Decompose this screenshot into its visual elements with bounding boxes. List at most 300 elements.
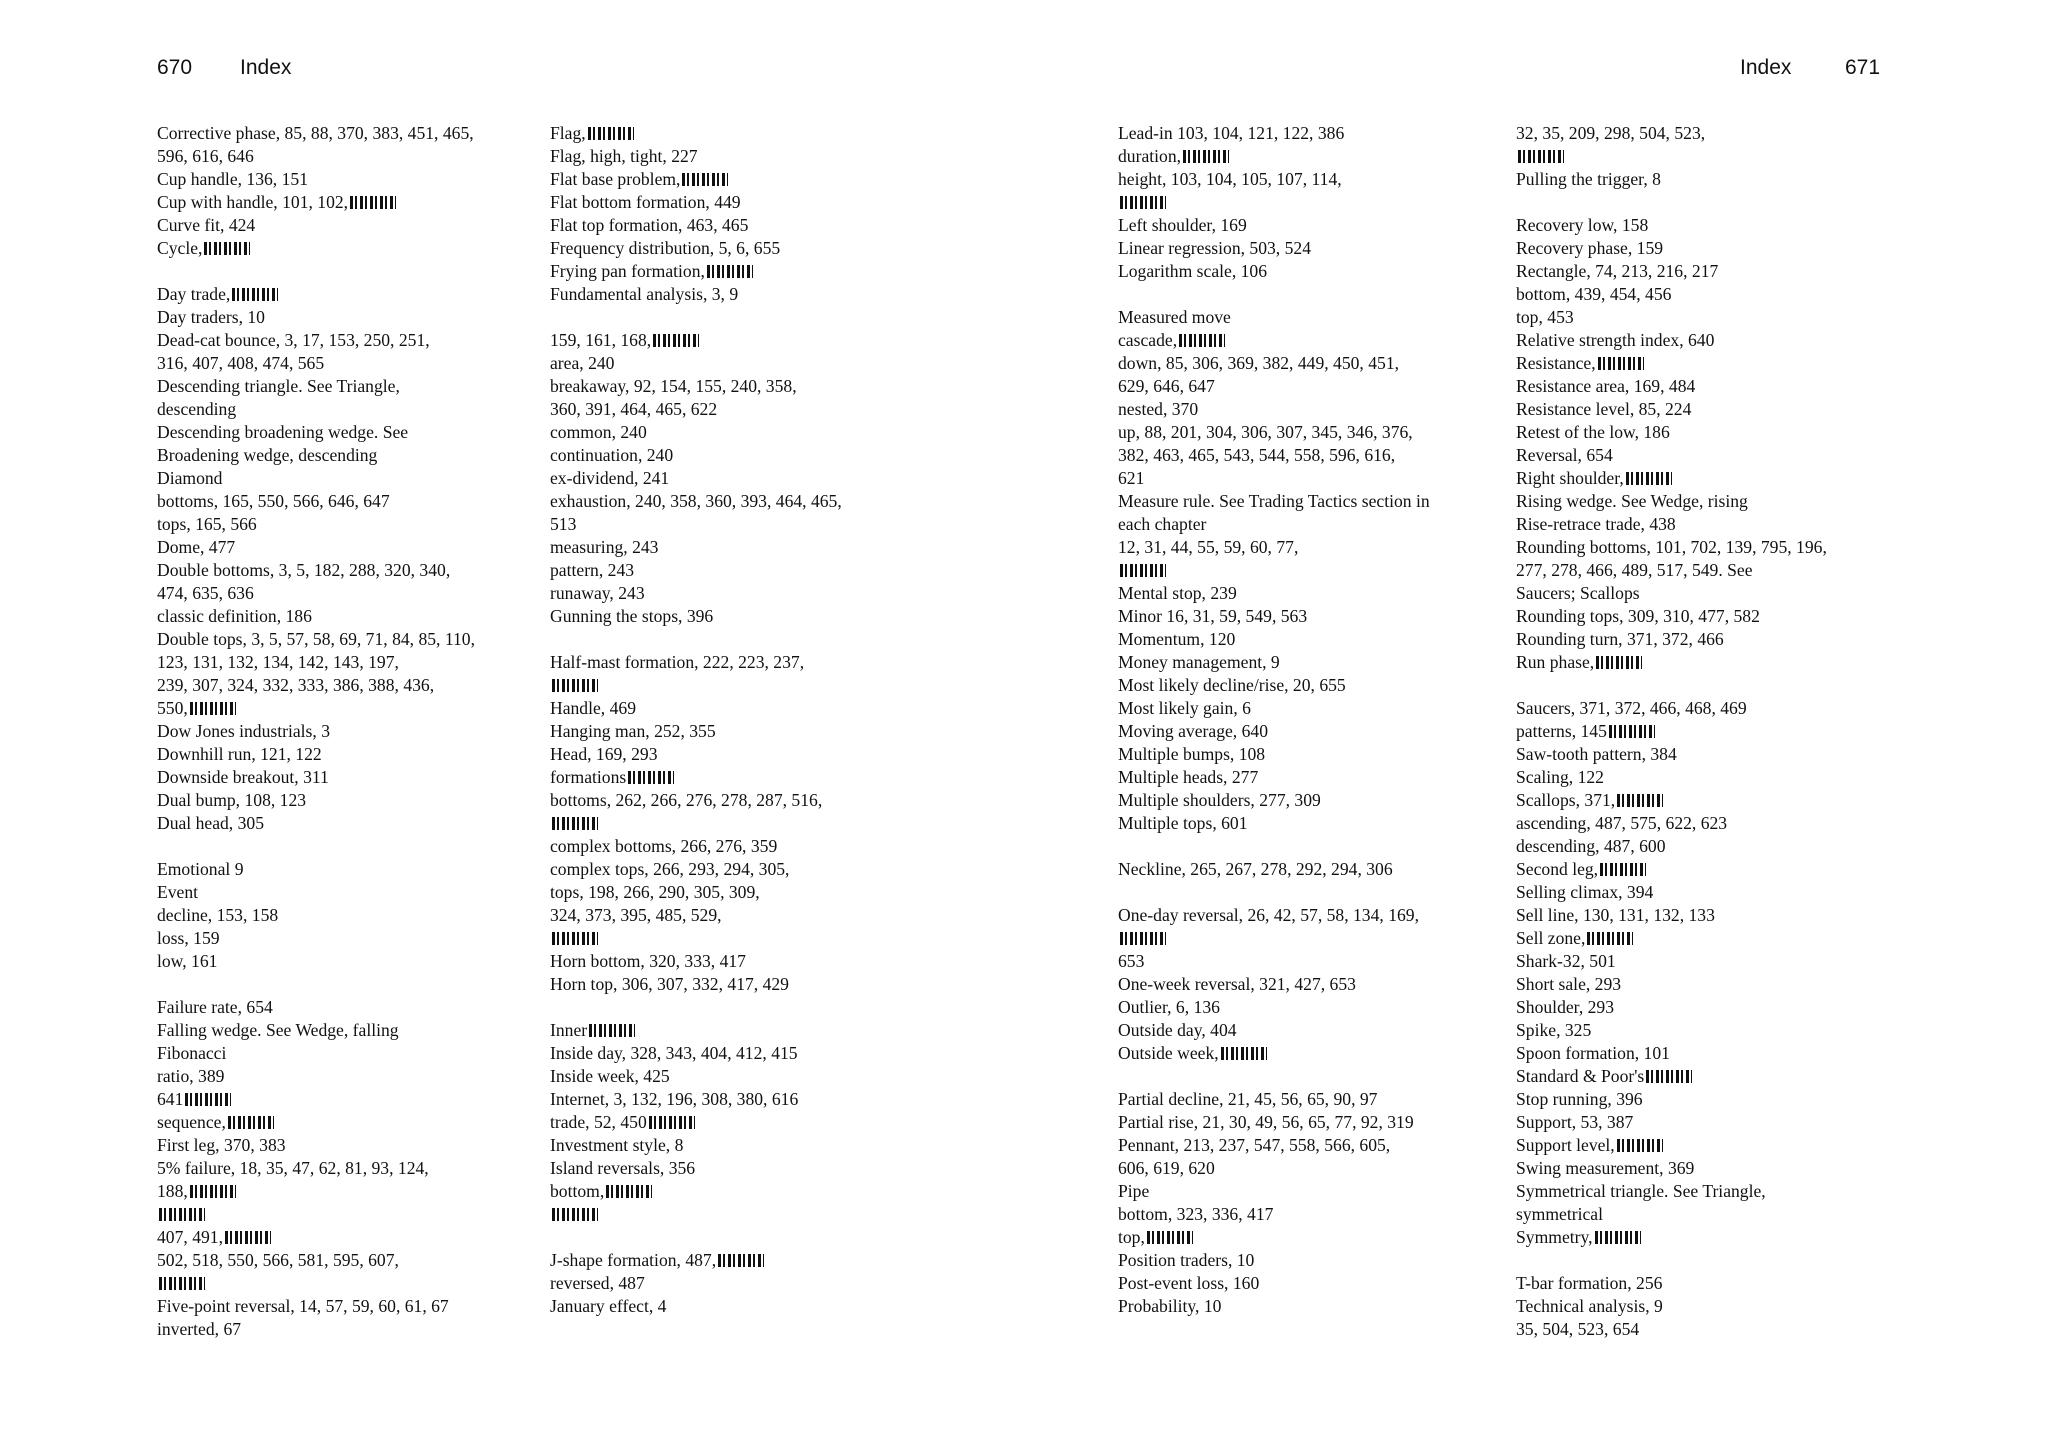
index-entry (550, 1019, 842, 1042)
index-entry-text: bottom, 439, 454, 456 (1516, 284, 1672, 304)
index-entry (1118, 1249, 1430, 1272)
index-entry-text: Multiple heads, 277 (1118, 767, 1259, 787)
index-entry-text: Retest of the low, 186 (1516, 422, 1670, 442)
index-entry (1516, 467, 1827, 490)
index-entry-text: Probability, 10 (1118, 1296, 1222, 1316)
illegible-glyphs (190, 1185, 236, 1198)
index-entry (550, 375, 842, 398)
index-entry (1516, 743, 1827, 766)
index-entry-text: runaway, 243 (550, 583, 645, 603)
index-entry (1516, 444, 1827, 467)
index-entry (550, 927, 842, 950)
index-entry (157, 352, 475, 375)
index-column-2 (550, 122, 842, 1318)
index-entry (1516, 306, 1827, 329)
index-entry-text: Lead-in 103, 104, 121, 122, 386 (1118, 123, 1345, 143)
illegible-glyphs (589, 1024, 635, 1037)
index-entry (550, 444, 842, 467)
index-entry (550, 536, 842, 559)
index-entry-text: trade, 52, 450 (550, 1112, 647, 1132)
index-entry (157, 789, 475, 812)
index-entry (1516, 1318, 1827, 1341)
index-entry (1118, 513, 1430, 536)
index-entry-text: Post-event loss, 160 (1118, 1273, 1260, 1293)
index-entry (550, 1042, 842, 1065)
index-entry (1516, 168, 1827, 191)
index-entry (550, 329, 842, 352)
index-entry (1516, 1203, 1827, 1226)
index-entry-text: Cycle, (157, 238, 203, 258)
index-entry-text: Scallops, 371, (1516, 790, 1616, 810)
index-entry (157, 398, 475, 421)
index-entry-text: common, 240 (550, 422, 647, 442)
index-entry (1516, 835, 1827, 858)
index-entry-text: 621 (1118, 468, 1145, 488)
index-entry (1516, 1111, 1827, 1134)
index-entry-text: Inside week, 425 (550, 1066, 670, 1086)
index-entry-text: Handle, 469 (550, 698, 636, 718)
index-entry (550, 904, 842, 927)
illegible-glyphs (350, 196, 396, 209)
index-entry (550, 283, 842, 306)
index-entry-text: Gunning the stops, 396 (550, 606, 714, 626)
index-entry (550, 191, 842, 214)
index-entry (1516, 904, 1827, 927)
index-entry-text: Shark-32, 501 (1516, 951, 1616, 971)
index-entry-text: Linear regression, 503, 524 (1118, 238, 1311, 258)
index-column-3 (1118, 122, 1430, 1318)
illegible-glyphs (1617, 1139, 1663, 1152)
index-entry-text: Second leg, (1516, 859, 1599, 879)
index-entry (1516, 145, 1827, 168)
index-entry (550, 858, 842, 881)
index-entry-text: Resistance area, 169, 484 (1516, 376, 1696, 396)
index-entry (550, 1180, 842, 1203)
index-entry-text: 32, 35, 209, 298, 504, 523, (1516, 123, 1706, 143)
index-entry (550, 1088, 842, 1111)
index-entry-text: Dow Jones industrials, 3 (157, 721, 330, 741)
index-entry (157, 122, 475, 145)
index-entry (157, 766, 475, 789)
index-entry (1516, 490, 1827, 513)
index-entry-text: 316, 407, 408, 474, 565 (157, 353, 325, 373)
index-entry (1118, 628, 1430, 651)
index-entry (157, 1295, 475, 1318)
index-entry (157, 145, 475, 168)
index-section-gap (1118, 1065, 1430, 1088)
illegible-glyphs (1646, 1070, 1692, 1083)
index-entry-text: 474, 635, 636 (157, 583, 254, 603)
index-entry-text: 277, 278, 466, 489, 517, 549. See (1516, 560, 1753, 580)
index-entry-text: Falling wedge. See Wedge, falling (157, 1020, 399, 1040)
illegible-glyphs (225, 1231, 271, 1244)
index-entry (1118, 789, 1430, 812)
illegible-glyphs (1518, 150, 1564, 163)
index-entry (157, 697, 475, 720)
index-entry-text: Emotional 9 (157, 859, 244, 879)
index-entry-text: Event (157, 882, 199, 902)
index-entry (157, 1134, 475, 1157)
illegible-glyphs (1120, 564, 1166, 577)
index-entry (1516, 1226, 1827, 1249)
index-section-gap (550, 1226, 842, 1249)
index-entry-text: 513 (550, 514, 577, 534)
index-entry (1118, 237, 1430, 260)
index-entry-text: pattern, 243 (550, 560, 635, 580)
illegible-glyphs (1147, 1231, 1193, 1244)
index-entry (550, 168, 842, 191)
index-entry (157, 881, 475, 904)
index-entry (550, 605, 842, 628)
index-entry (550, 467, 842, 490)
index-entry-text: Failure rate, 654 (157, 997, 273, 1017)
index-entry (1118, 122, 1430, 145)
illegible-glyphs (159, 1277, 205, 1290)
index-entry-text: top, 453 (1516, 307, 1574, 327)
index-entry (1118, 444, 1430, 467)
index-entry (1516, 881, 1827, 904)
index-entry (1118, 145, 1430, 168)
index-entry-text: Diamond (157, 468, 223, 488)
index-entry-text: Horn bottom, 320, 333, 417 (550, 951, 746, 971)
index-entry (1516, 375, 1827, 398)
index-entry (157, 1042, 475, 1065)
illegible-glyphs (552, 817, 598, 830)
index-entry-text: Resistance level, 85, 224 (1516, 399, 1692, 419)
index-entry-text: Flat bottom formation, 449 (550, 192, 741, 212)
index-entry (1118, 1134, 1430, 1157)
index-entry (550, 835, 842, 858)
index-entry (550, 398, 842, 421)
index-entry (1516, 421, 1827, 444)
index-entry-text: Moving average, 640 (1118, 721, 1268, 741)
index-entry-text: Double bottoms, 3, 5, 182, 288, 320, 340, (157, 560, 451, 580)
illegible-glyphs (1221, 1047, 1267, 1060)
index-entry-text: 360, 391, 464, 465, 622 (550, 399, 718, 419)
index-entry (1516, 858, 1827, 881)
index-entry-text: Symmetry, (1516, 1227, 1593, 1247)
index-entry-text: Saucers, 371, 372, 466, 468, 469 (1516, 698, 1747, 718)
index-section-gap (550, 996, 842, 1019)
index-entry (550, 1065, 842, 1088)
index-section-gap (1118, 881, 1430, 904)
index-entry (1118, 168, 1430, 191)
index-entry (157, 513, 475, 536)
index-entry-text: January effect, 4 (550, 1296, 667, 1316)
index-entry-text: Resistance, (1516, 353, 1596, 373)
index-entry-text: Dead-cat bounce, 3, 17, 153, 250, 251, (157, 330, 430, 350)
index-entry (157, 444, 475, 467)
index-entry-text: descending (157, 399, 237, 419)
index-entry-text: 123, 131, 132, 134, 142, 143, 197, (157, 652, 399, 672)
index-entry (157, 329, 475, 352)
index-entry (157, 283, 475, 306)
index-section-gap (550, 628, 842, 651)
index-entry (1118, 674, 1430, 697)
illegible-glyphs (1600, 863, 1646, 876)
illegible-glyphs (1120, 932, 1166, 945)
index-entry-text: ratio, 389 (157, 1066, 225, 1086)
index-entry-text: Flat base problem, (550, 169, 681, 189)
index-entry (550, 651, 842, 674)
index-entry-text: Stop running, 396 (1516, 1089, 1643, 1109)
illegible-glyphs (1120, 196, 1166, 209)
index-entry-text: Most likely decline/rise, 20, 655 (1118, 675, 1346, 695)
index-entry-text: Corrective phase, 85, 88, 370, 383, 451, 465, (157, 123, 474, 143)
index-section-gap (1516, 1249, 1827, 1272)
index-entry-text: 596, 616, 646 (157, 146, 254, 166)
index-entry (157, 674, 475, 697)
index-entry (1118, 1111, 1430, 1134)
index-entry-text: Descending triangle. See Triangle, (157, 376, 400, 396)
index-entry (157, 1065, 475, 1088)
illegible-glyphs (159, 1208, 205, 1221)
index-entry (157, 904, 475, 927)
index-entry (1118, 421, 1430, 444)
index-entry-text: Sell line, 130, 131, 132, 133 (1516, 905, 1715, 925)
index-entry (1118, 973, 1430, 996)
index-entry-text: Neckline, 265, 267, 278, 292, 294, 306 (1118, 859, 1393, 879)
index-entry (157, 1157, 475, 1180)
index-entry (157, 651, 475, 674)
index-entry-text: ex-dividend, 241 (550, 468, 670, 488)
index-entry-text: Support level, (1516, 1135, 1615, 1155)
index-entry (1118, 398, 1430, 421)
illegible-glyphs (190, 702, 236, 715)
index-entry-text: Inside day, 328, 343, 404, 412, 415 (550, 1043, 798, 1063)
index-entry-text: One-day reversal, 26, 42, 57, 58, 134, 169, (1118, 905, 1419, 925)
index-entry-text: Day trade, (157, 284, 231, 304)
index-entry-text: 382, 463, 465, 543, 544, 558, 596, 616, (1118, 445, 1396, 465)
index-entry-text: Flat top formation, 463, 465 (550, 215, 749, 235)
index-entry (1516, 283, 1827, 306)
index-entry-text: First leg, 370, 383 (157, 1135, 286, 1155)
index-entry-text: loss, 159 (157, 928, 220, 948)
index-entry-text: continuation, 240 (550, 445, 674, 465)
index-entry (1118, 352, 1430, 375)
index-entry (157, 191, 475, 214)
index-entry (550, 1157, 842, 1180)
index-entry-text: bottoms, 165, 550, 566, 646, 647 (157, 491, 390, 511)
index-section-gap (1118, 835, 1430, 858)
index-entry (1118, 329, 1430, 352)
index-entry-text: Dome, 477 (157, 537, 236, 557)
index-entry-text: Money management, 9 (1118, 652, 1280, 672)
index-entry (1118, 306, 1430, 329)
index-section-gap (550, 306, 842, 329)
index-entry (157, 720, 475, 743)
index-entry (1118, 260, 1430, 283)
illegible-glyphs (682, 173, 728, 186)
index-entry (550, 973, 842, 996)
index-entry (157, 1318, 475, 1341)
index-entry-text: Recovery phase, 159 (1516, 238, 1664, 258)
index-entry (1118, 743, 1430, 766)
index-entry-text: complex tops, 266, 293, 294, 305, (550, 859, 790, 879)
left-running-title: Index (240, 56, 292, 79)
index-entry-text: Hanging man, 252, 355 (550, 721, 716, 741)
index-entry (157, 927, 475, 950)
index-entry (1118, 1042, 1430, 1065)
index-entry-text: 239, 307, 324, 332, 333, 386, 388, 436, (157, 675, 435, 695)
index-entry-text: 407, 491, (157, 1227, 223, 1247)
illegible-glyphs (649, 1116, 695, 1129)
index-entry-text: bottoms, 262, 266, 276, 278, 287, 516, (550, 790, 823, 810)
index-entry-text: Head, 169, 293 (550, 744, 658, 764)
index-entry (157, 467, 475, 490)
index-entry (1516, 1042, 1827, 1065)
index-entry (550, 421, 842, 444)
illegible-glyphs (1626, 472, 1672, 485)
index-entry (550, 145, 842, 168)
index-entry (157, 812, 475, 835)
index-entry-text: Recovery low, 158 (1516, 215, 1649, 235)
index-entry (1516, 996, 1827, 1019)
index-entry-text: complex bottoms, 266, 276, 359 (550, 836, 778, 856)
illegible-glyphs (228, 1116, 274, 1129)
illegible-glyphs (653, 334, 699, 347)
index-entry-text: Outlier, 6, 136 (1118, 997, 1220, 1017)
illegible-glyphs (1598, 357, 1644, 370)
index-entry-text: Multiple tops, 601 (1118, 813, 1248, 833)
index-entry (550, 743, 842, 766)
index-entry-text: nested, 370 (1118, 399, 1199, 419)
index-entry (157, 996, 475, 1019)
index-entry-text: Run phase, (1516, 652, 1595, 672)
index-entry (1118, 858, 1430, 881)
index-entry (550, 950, 842, 973)
index-entry-text: 5% failure, 18, 35, 47, 62, 81, 93, 124, (157, 1158, 429, 1178)
index-entry (550, 237, 842, 260)
index-column-4 (1516, 122, 1827, 1341)
index-entry-text: Mental stop, 239 (1118, 583, 1237, 603)
index-section-gap (1118, 283, 1430, 306)
index-entry (1516, 697, 1827, 720)
index-entry (1118, 766, 1430, 789)
index-entry (157, 1272, 475, 1295)
index-entry-text: Frequency distribution, 5, 6, 655 (550, 238, 781, 258)
index-entry (1516, 720, 1827, 743)
index-entry-text: Sell zone, (1516, 928, 1586, 948)
index-entry-text: Investment style, 8 (550, 1135, 684, 1155)
index-entry (157, 1088, 475, 1111)
index-entry (1516, 1065, 1827, 1088)
index-entry (1516, 513, 1827, 536)
index-entry-text: decline, 153, 158 (157, 905, 279, 925)
index-entry (1516, 214, 1827, 237)
index-entry (1118, 191, 1430, 214)
index-section-gap (157, 973, 475, 996)
index-entry-text: Rounding bottoms, 101, 702, 139, 795, 196, (1516, 537, 1827, 557)
index-entry-text: Support, 53, 387 (1516, 1112, 1634, 1132)
illegible-glyphs (185, 1093, 231, 1106)
index-entry-text: Double tops, 3, 5, 57, 58, 69, 71, 84, 85, 110, (157, 629, 475, 649)
index-entry-text: Rise-retrace trade, 438 (1516, 514, 1676, 534)
index-entry-text: Cup with handle, 101, 102, (157, 192, 349, 212)
index-entry-text: 188, (157, 1181, 188, 1201)
index-entry-text: classic definition, 186 (157, 606, 312, 626)
index-entry (1118, 1203, 1430, 1226)
index-entry-text: Short sale, 293 (1516, 974, 1622, 994)
index-entry (1516, 260, 1827, 283)
left-page-number: 670 (157, 56, 193, 79)
illegible-glyphs (552, 932, 598, 945)
index-entry-text: Dual bump, 108, 123 (157, 790, 307, 810)
index-entry-text: top, (1118, 1227, 1145, 1247)
index-entry-text: Horn top, 306, 307, 332, 417, 429 (550, 974, 789, 994)
index-entry-text: ascending, 487, 575, 622, 623 (1516, 813, 1728, 833)
index-entry-text: Saw-tooth pattern, 384 (1516, 744, 1677, 764)
index-entry-text: Saucers; Scallops (1516, 583, 1640, 603)
index-entry (1516, 766, 1827, 789)
illegible-glyphs (588, 127, 634, 140)
index-entry-text: symmetrical (1516, 1204, 1603, 1224)
index-entry-text: Flag, (550, 123, 586, 143)
index-entry (1118, 697, 1430, 720)
index-entry (1118, 467, 1430, 490)
index-entry-text: Spoon formation, 101 (1516, 1043, 1670, 1063)
index-entry-text: Half-mast formation, 222, 223, 237, (550, 652, 805, 672)
index-entry (550, 214, 842, 237)
illegible-glyphs (707, 265, 753, 278)
index-entry (1516, 651, 1827, 674)
index-entry (550, 559, 842, 582)
index-entry-text: each chapter (1118, 514, 1207, 534)
index-entry (550, 513, 842, 536)
index-section-gap (1516, 191, 1827, 214)
index-entry (1516, 398, 1827, 421)
index-entry (550, 1249, 842, 1272)
index-entry (1516, 1088, 1827, 1111)
index-section-gap (157, 260, 475, 283)
index-entry-text: Island reversals, 356 (550, 1158, 696, 1178)
index-entry (1516, 789, 1827, 812)
index-entry-text: Pulling the trigger, 8 (1516, 169, 1661, 189)
index-entry-text: Scaling, 122 (1516, 767, 1604, 787)
index-entry-text: 641 (157, 1089, 184, 1109)
index-entry-text: 159, 161, 168, (550, 330, 652, 350)
index-entry-text: Minor 16, 31, 59, 549, 563 (1118, 606, 1308, 626)
index-entry (157, 214, 475, 237)
index-entry (550, 1134, 842, 1157)
index-entry (1516, 1272, 1827, 1295)
index-entry-text: T-bar formation, 256 (1516, 1273, 1663, 1293)
index-entry-text: Reversal, 654 (1516, 445, 1613, 465)
index-entry (550, 352, 842, 375)
index-entry (550, 697, 842, 720)
index-entry-text: Descending broadening wedge. See (157, 422, 409, 442)
index-entry-text: Rectangle, 74, 213, 216, 217 (1516, 261, 1719, 281)
index-section-gap (157, 835, 475, 858)
index-entry-text: Dual head, 305 (157, 813, 264, 833)
index-entry-text: 606, 619, 620 (1118, 1158, 1215, 1178)
index-entry-text: cascade, (1118, 330, 1178, 350)
index-entry (550, 881, 842, 904)
index-entry (1516, 628, 1827, 651)
index-entry (1516, 559, 1827, 582)
index-entry-text: Outside day, 404 (1118, 1020, 1237, 1040)
index-entry-text: down, 85, 306, 369, 382, 449, 450, 451, (1118, 353, 1400, 373)
index-entry-text: Rounding turn, 371, 372, 466 (1516, 629, 1724, 649)
index-entry-text: Downhill run, 121, 122 (157, 744, 322, 764)
index-entry (1118, 214, 1430, 237)
index-entry (157, 950, 475, 973)
right-page-number: 671 (1845, 56, 1881, 79)
index-entry-text: exhaustion, 240, 358, 360, 393, 464, 465, (550, 491, 842, 511)
index-entry (550, 1272, 842, 1295)
index-entry (1118, 1295, 1430, 1318)
index-entry (550, 1295, 842, 1318)
